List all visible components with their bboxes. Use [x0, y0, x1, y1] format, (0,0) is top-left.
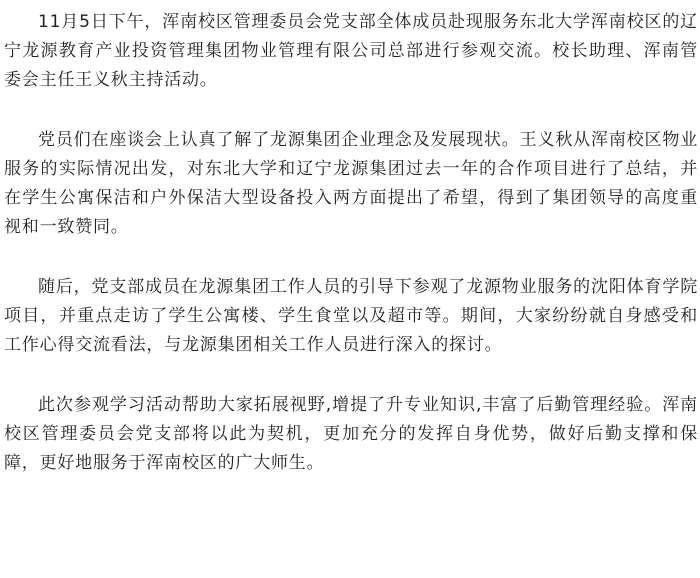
paragraph-1: 11月5日下午，浑南校区管理委员会党支部全体成员赴现服务东北大学浑南校区的辽宁龙源教育产业投资管理集团物业管理有限公司总部进行参观交流。校长助理、浑南管委会主任王义秋主持活动。: [4, 12, 698, 90]
paragraph-2: 党员们在座谈会上认真了解了龙源集团企业理念及发展现状。王义秋从浑南校区物业服务的实际情况出发，对东北大学和辽宁龙源集团过去一年的合作项目进行了总结，并在学生公寓保洁和户外保洁大型设备投入两方面提出了希望，得到了集团领导的高度重视和一致赞同。: [4, 130, 698, 237]
paragraph-4: 此次参观学习活动帮助大家拓展视野,增提了升专业知识,丰富了后勤管理经验。浑南校区管理委员会党支部将以此为契机，更加充分的发挥自身优势，做好后勤支撑和保障，更好地服务于浑南校区的广大师生。: [4, 395, 698, 473]
article-body: [4, 0, 698, 478]
paragraph-3: 随后，党支部成员在龙源集团工作人员的引导下参观了龙源物业服务的沈阳体育学院项目，并重点走访了学生公寓楼、学生食堂以及超市等。期间，大家纷纷就自身感受和工作心得交流看法，与龙源集团相关工作人员进行深入的探讨。: [4, 277, 698, 355]
